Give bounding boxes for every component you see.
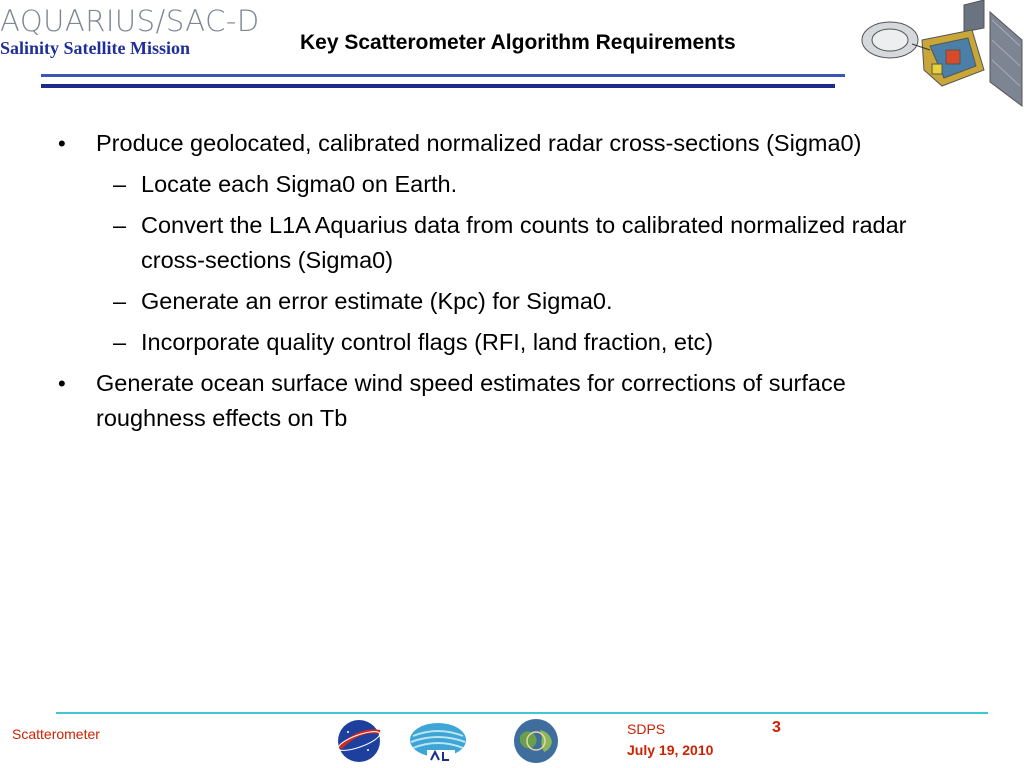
bullet-item xyxy=(58,126,958,161)
footer-rule xyxy=(56,712,988,714)
sub-bullet-item xyxy=(58,325,958,360)
footer-sdps: SDPS xyxy=(627,721,666,737)
dash-icon: – xyxy=(113,329,127,355)
header-rule-thin xyxy=(41,74,845,77)
footer-date: July 19, 2010 xyxy=(627,742,714,758)
footer-topic: Scatterometer xyxy=(12,726,100,742)
bullet-dot-icon: • xyxy=(58,131,66,156)
asi-logo xyxy=(506,718,566,764)
satellite-illustration xyxy=(852,0,1024,112)
dash-icon: – xyxy=(113,288,127,314)
conae-logo xyxy=(405,722,471,768)
sub-bullet-item xyxy=(58,284,958,319)
sub-bullet-item xyxy=(58,167,958,202)
nasa-logo xyxy=(334,718,384,764)
logo-text: AQUARIUS/SAC-D xyxy=(0,4,260,38)
bullet-text: Generate ocean surface wind speed estimates for corrections of surface roughness effects on Tb xyxy=(96,370,846,431)
sub-bullet-item xyxy=(58,208,958,278)
slide-content xyxy=(58,126,958,438)
sub-bullet-text: Generate an error estimate (Kpc) for Sigma0. xyxy=(141,288,613,314)
header-rule-thick xyxy=(41,84,835,88)
bullet-dot-icon: • xyxy=(58,371,66,396)
bullet-text: Produce geolocated, calibrated normalized radar cross-sections (Sigma0) xyxy=(96,130,862,156)
sub-bullet-text: Locate each Sigma0 on Earth. xyxy=(141,171,458,197)
mission-subtitle: Salinity Satellite Mission xyxy=(0,38,191,58)
dash-icon: – xyxy=(113,212,127,238)
slide-title: Key Scatterometer Algorithm Requirements xyxy=(300,31,736,54)
page-number: 3 xyxy=(772,719,781,736)
aquarius-logo xyxy=(0,2,272,40)
bullet-item xyxy=(58,366,958,436)
sub-bullet-text: Incorporate quality control flags (RFI, land fraction, etc) xyxy=(141,329,714,355)
dash-icon: – xyxy=(113,171,127,197)
sub-bullet-text: Convert the L1A Aquarius data from counts to calibrated normalized radar cross-sections (Sigma0) xyxy=(141,212,907,273)
